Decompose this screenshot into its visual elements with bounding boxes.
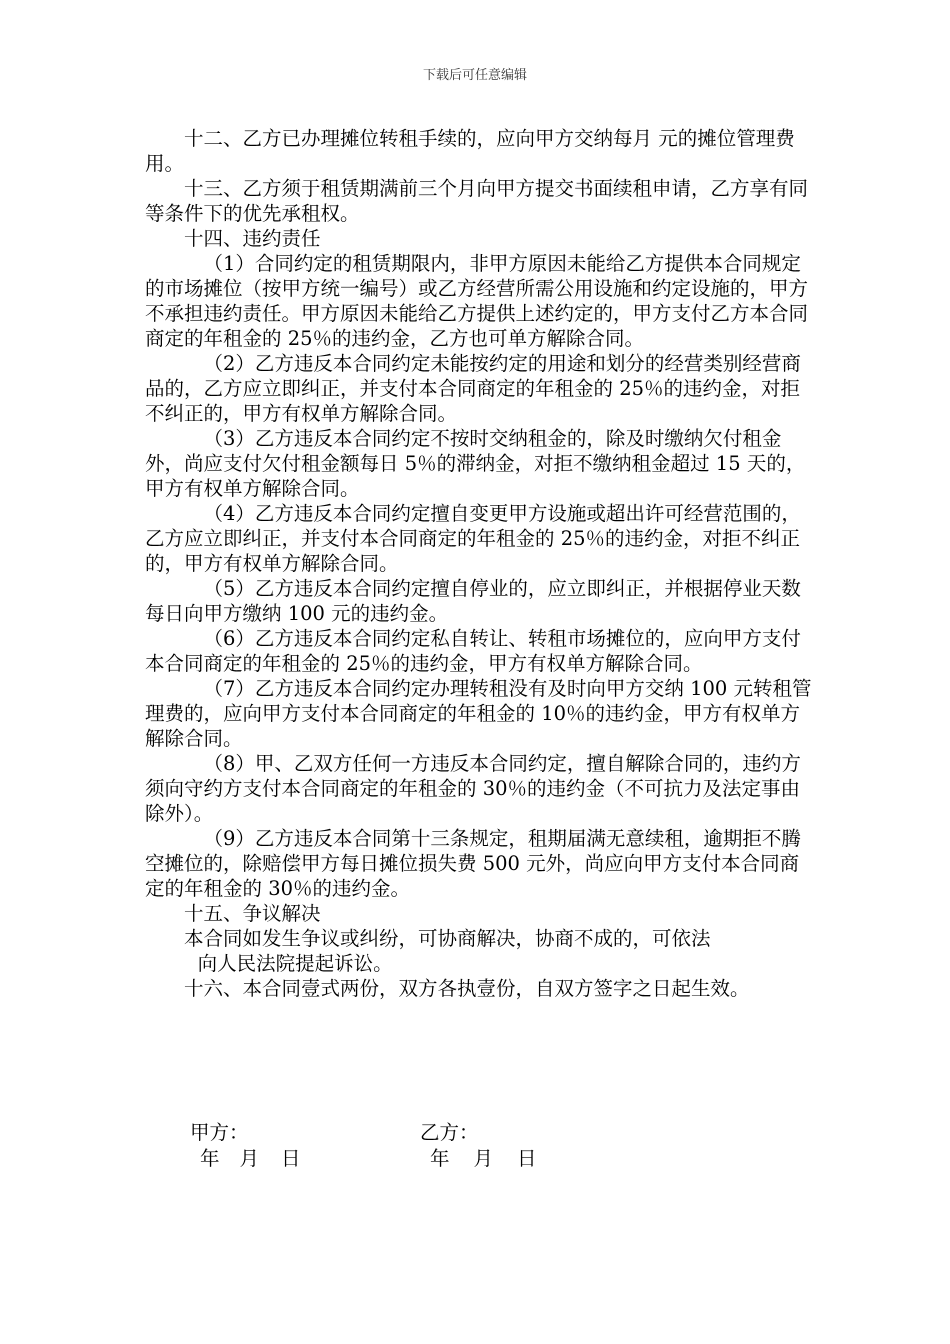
clause-15-body: 本合同如发生争议或纠纷，可协商解决，协商不成的，可依法 <box>184 927 711 950</box>
clause-16: 十六、本合同壹式两份，双方各执壹份，自双方签字之日起生效。 <box>184 977 750 1000</box>
signature-party-a <box>190 1120 301 1172</box>
clause-15-heading: 十五、争议解决 <box>184 902 321 925</box>
clause-14-item-7: （7）乙方违反本合同约定办理转租没有及时向甲方交纳 100 元转租管理费的，应向甲方支付本合同商定的年租金的 10％的违约金，甲方有权单方解除合同。 <box>145 677 812 750</box>
clause-13: 十三、乙方须于租赁期满前三个月向甲方提交书面续租申请，乙方享有同等条件下的优先承租权。 <box>145 177 809 225</box>
clause-14-item-9: （9）乙方违反本合同第十三条规定，租期届满无意续租，逾期拒不腾空摊位的，除赔偿甲方每日摊位损失费 500 元外，尚应向甲方支付本合同商定的年租金的 30％的违约金。 <box>145 827 801 900</box>
clause-14-heading: 十四、违约责任 <box>184 227 321 250</box>
clause-14-item-6: （6）乙方违反本合同约定私自转让、转租市场摊位的，应向甲方支付本合同商定的年租金的 25％的违约金，甲方有权单方解除合同。 <box>145 627 801 675</box>
contract-body <box>145 126 817 1001</box>
page-header-note: 下载后可任意编辑 <box>422 68 527 83</box>
party-b-month: 月 <box>473 1147 494 1170</box>
signature-party-b <box>420 1120 537 1172</box>
clause-15-body-cont: 向人民法院提起诉讼。 <box>197 952 393 975</box>
clause-14-item-5: （5）乙方违反本合同约定擅自停业的，应立即纠正，并根据停业天数每日向甲方缴纳 100 元的违约金。 <box>145 577 801 625</box>
clause-12: 十二、乙方已办理摊位转租手续的，应向甲方交纳每月 元的摊位管理费用。 <box>145 127 795 175</box>
party-a-date <box>190 1146 301 1172</box>
clause-14-item-1: （1）合同约定的租赁期限内，非甲方原因未能给乙方提供本合同规定的市场摊位（按甲方统一编号）或乙方经营所需公用设施和约定设施的，甲方不承担违约责任。甲方原因未能给乙方提供上述约定的，甲方支付乙方本合同商定的年租金的 25％的违约金，乙方也可单方解除合同。 <box>145 252 809 350</box>
party-a-year: 年 <box>200 1147 220 1170</box>
clause-14-item-3: （3）乙方违反本合同约定不按时交纳租金的，除及时缴纳欠付租金外，尚应支付欠付租金额每日 5％的滞纳金，对拒不缴纳租金超过 15 天的，甲方有权单方解除合同。 <box>145 427 806 500</box>
party-a-month: 月 <box>239 1147 260 1170</box>
party-b-day: 日 <box>517 1147 537 1170</box>
clause-14-item-4: （4）乙方违反本合同约定擅自变更甲方设施或超出许可经营范围的，乙方应立即纠正，并支付本合同商定的年租金的 25％的违约金，对拒不纠正的，甲方有权单方解除合同。 <box>145 502 801 575</box>
party-b-label: 乙方： <box>420 1121 479 1144</box>
party-b-date <box>420 1146 537 1172</box>
party-a-label: 甲方： <box>190 1121 249 1144</box>
party-a-day: 日 <box>281 1147 301 1170</box>
clause-14-item-2: （2）乙方违反本合同约定未能按约定的用途和划分的经营类别经营商品的，乙方应立即纠正，并支付本合同商定的年租金的 25％的违约金，对拒不纠正的，甲方有权单方解除合同。 <box>145 352 801 425</box>
party-b-year: 年 <box>430 1147 450 1170</box>
clause-14-item-8: （8）甲、乙双方任何一方违反本合同约定，擅自解除合同的，违约方须向守约方支付本合同商定的年租金的 30％的违约金（不可抗力及法定事由除外）。 <box>145 752 801 825</box>
